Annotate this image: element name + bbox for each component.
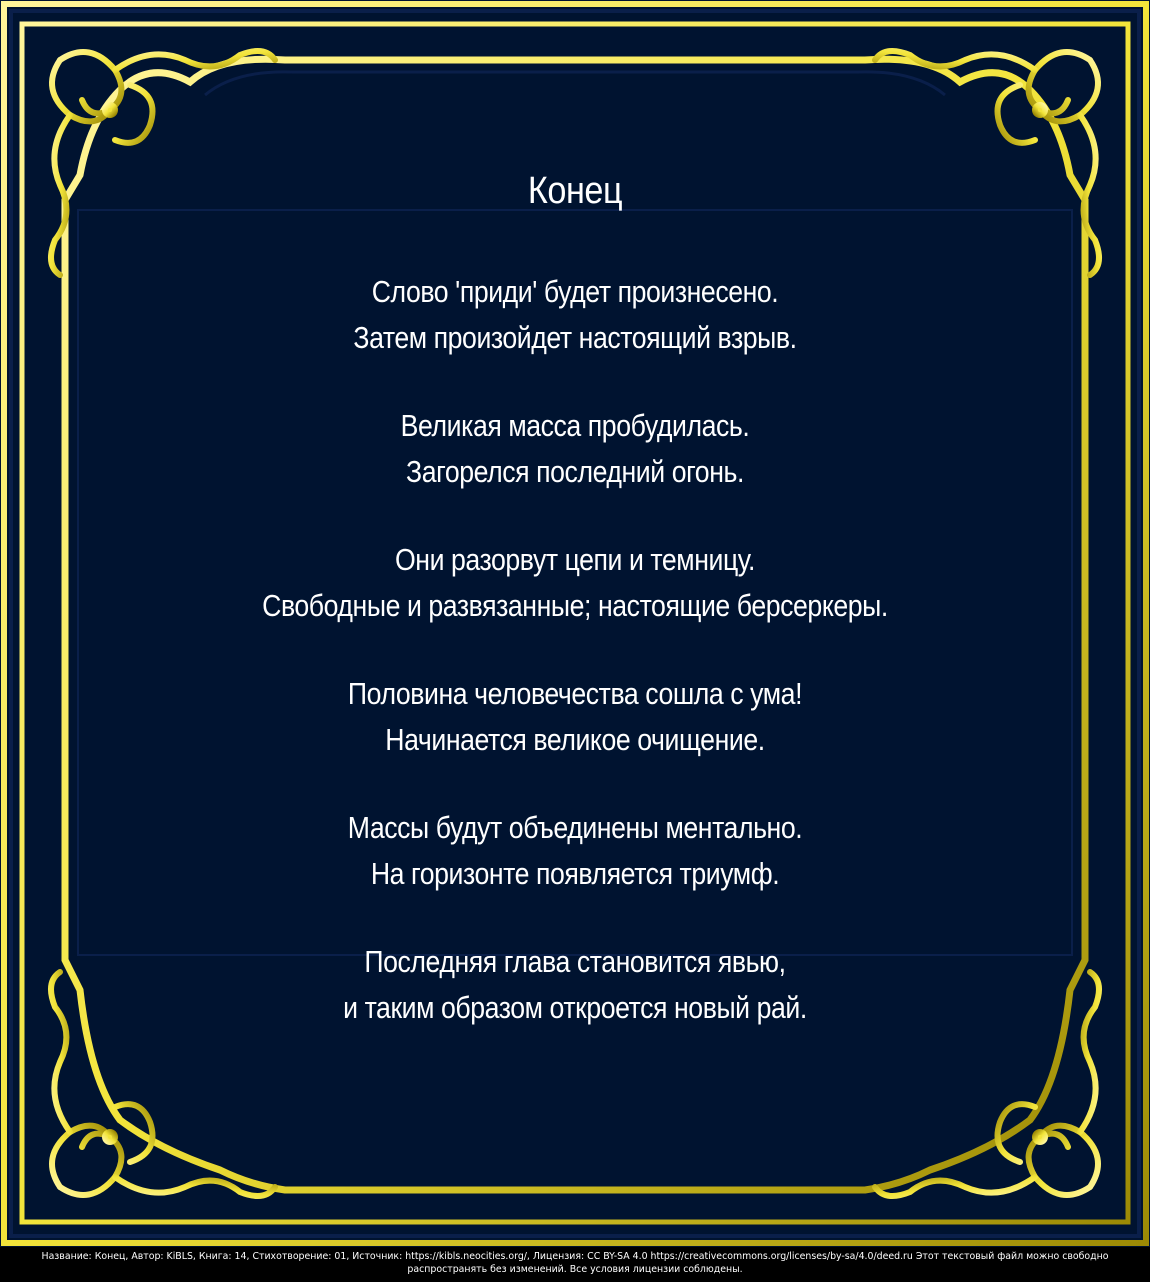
- poem: [100, 170, 1050, 1073]
- stanza: [100, 537, 1050, 629]
- poem-line: Последняя глава становится явью,: [364, 944, 786, 979]
- poem-line: и таким образом откроется новый рай.: [343, 990, 807, 1025]
- stanza: [100, 805, 1050, 897]
- poem-line: Загорелся последний огонь.: [406, 454, 744, 489]
- poem-title: Конец: [527, 170, 623, 212]
- footer-line-1: Название: Конец, Автор: KiBLS, Книга: 14, Стихотворение: 01, Источник: https://kibls.neocities.org/, Лицензия: CC BY-SA 4.0 https://creativecommons.org/licenses/by-sa/4.0/deed.ru Этот текстовый файл можно свободно: [41, 1251, 1109, 1262]
- poem-line: Слово 'приди' будет произнесено.: [371, 274, 779, 309]
- footer-line-2: распространять без изменений. Все условия лицензии соблюдены.: [407, 1264, 743, 1275]
- poem-line: Они разорвут цепи и темницу.: [394, 542, 756, 577]
- stanza: [100, 671, 1050, 763]
- poem-line: На горизонте появляется триумф.: [370, 856, 780, 891]
- poem-line: Свободные и развязанные; настоящие берсеркеры.: [262, 588, 888, 623]
- poem-line: Затем произойдет настоящий взрыв.: [353, 320, 797, 355]
- poem-line: Массы будут объединены ментально.: [347, 810, 803, 845]
- stanza: [100, 939, 1050, 1031]
- poem-line: Половина человечества сошла с ума!: [347, 676, 803, 711]
- poem-line: Начинается великое очищение.: [385, 722, 765, 757]
- license-footer: [0, 1250, 1150, 1282]
- stanza: [100, 269, 1050, 361]
- poem-line: Великая масса пробудилась.: [400, 408, 750, 443]
- stanza: [100, 403, 1050, 495]
